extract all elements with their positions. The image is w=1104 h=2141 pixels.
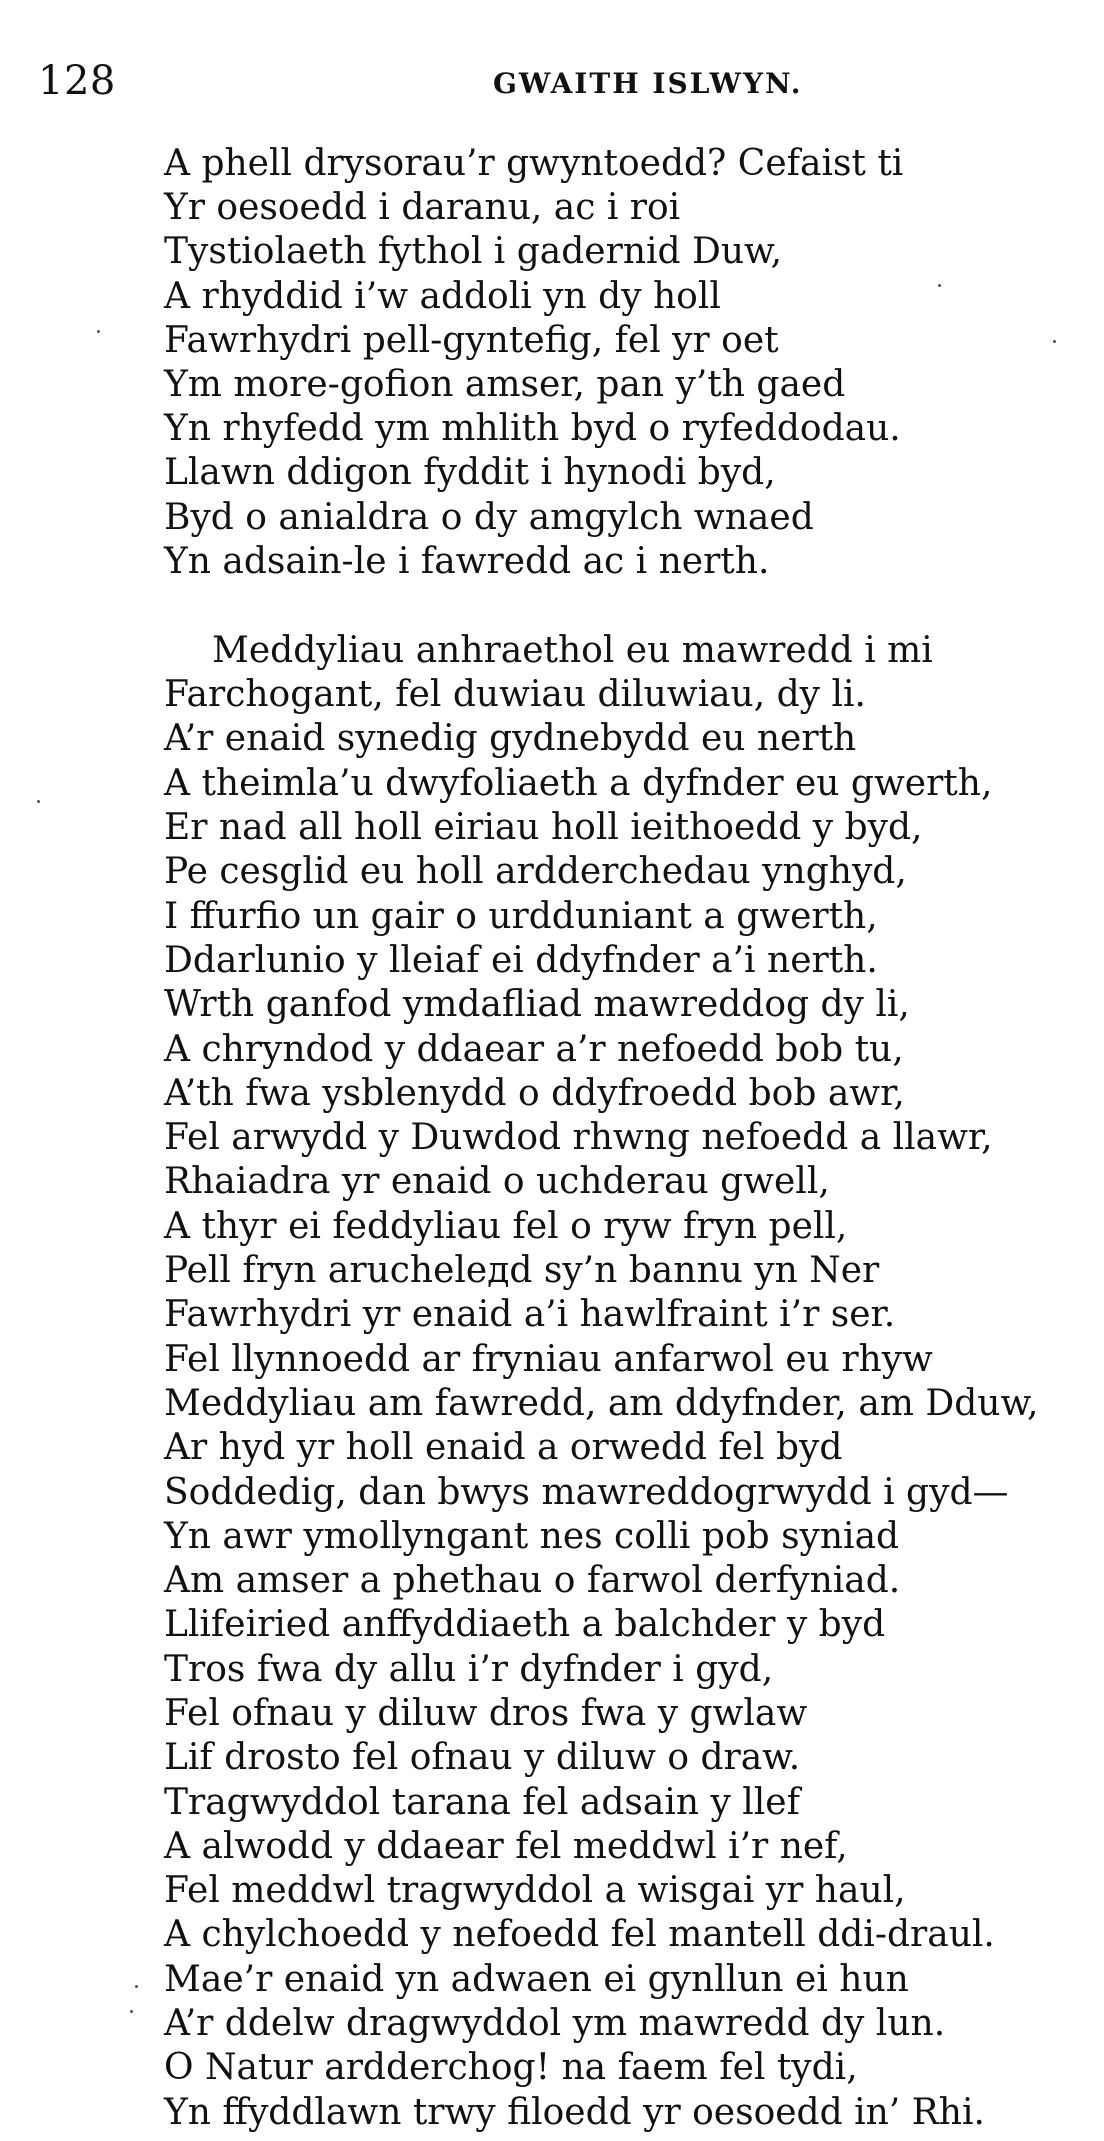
verse-line: A’r ddelw dragwyddol ym mawredd dy lun. xyxy=(164,2003,946,2045)
verse-line: Fel meddwl tragwyddol a wisgai yr haul, xyxy=(164,1870,906,1912)
verse-line: Pell fryn aruchelедd sy’n bannu yn Ner xyxy=(164,1250,880,1292)
verse-line: Tros fwa dy allu i’r dyfnder i gyd, xyxy=(164,1648,774,1690)
verse-line: O Natur ardderchog! na faem fel tydi, xyxy=(164,2047,858,2089)
scan-speck xyxy=(938,284,941,287)
verse-line: Tragwyddol tarana fel adsain y llef xyxy=(164,1781,800,1823)
verse-line: Yn rhyfedd ym mhlith byd o ryfeddodau. xyxy=(164,408,901,450)
verse-line: Yn awr ymollyngant nes colli pob syniad xyxy=(164,1515,900,1557)
running-title: GWAITH ISLWYN. xyxy=(493,67,803,100)
verse-line: Ar hyd yr holl enaid a orwedd fel byd xyxy=(164,1427,843,1469)
verse-line: Wrth ganfod ymdafliad mawreddog dy li, xyxy=(164,984,910,1026)
verse-line: Ddarlunio y lleiaf ei ddyfnder a’i nerth. xyxy=(164,939,878,981)
verse-line: Mae’r enaid yn adwaen ei gynllun ei hun xyxy=(164,1958,909,2000)
verse-line: Soddedig, dan bwys mawreddogrwydd i gyd— xyxy=(164,1471,1009,1513)
verse-line: A rhyddid i’w addoli yn dy holl xyxy=(164,275,721,317)
scan-speck xyxy=(97,330,100,333)
verse-line: Yn adsain-le i fawredd ac i nerth. xyxy=(164,540,770,582)
verse-line: Lif drosto fel ofnau y diluw o draw. xyxy=(164,1737,801,1779)
verse-line: A phell drysorau’r gwyntoedd? Cefaist ti xyxy=(164,143,904,184)
verse-line: Tystiolaeth fythol i gadernid Duw, xyxy=(164,231,783,273)
running-head xyxy=(38,56,1068,116)
verse-line: A’th fwa ysblenydd o ddyfroedd bob awr, xyxy=(164,1072,905,1114)
page-number: 128 xyxy=(38,58,116,104)
stanza xyxy=(164,142,1094,584)
scan-speck xyxy=(1053,340,1056,343)
verse-line: Fawrhydri yr enaid a’i hawlfraint i’r ser. xyxy=(164,1294,896,1336)
verse-line: Yn ffyddlawn trwy filoedd yr oesoedd in’ Rhi. xyxy=(164,2091,985,2133)
scan-speck xyxy=(130,2010,133,2013)
verse-line: Byd o anialdra o dy amgylch wnaed xyxy=(164,496,814,538)
verse-line: A chylchoedd y nefoedd fel mantell ddi-draul. xyxy=(164,1914,995,1956)
verse-line: Meddyliau anhraethol eu mawredd i mi xyxy=(212,629,933,671)
stanza xyxy=(164,629,1094,2135)
verse-line: Farchogant, fel duwiau diluwiau, dy li. xyxy=(164,674,866,716)
verse-line: Pe cesglid eu holl ardderchedau ynghyd, xyxy=(164,851,907,893)
verse-line: A’r enaid synedig gydnebydd eu nerth xyxy=(164,718,857,760)
scan-speck xyxy=(135,1985,138,1988)
verse-line: A chryndod y ddaear a’r nefoedd bob tu, xyxy=(164,1028,904,1070)
verse-line: Fel ofnau y diluw dros fwa y gwlaw xyxy=(164,1693,808,1734)
verse-line: I ffurfio un gair o urdduniant a gwerth, xyxy=(164,895,878,937)
verse-line: Fawrhydri pell-gyntefig, fel yr oet xyxy=(164,319,779,361)
verse-line: Am amser a phethau o farwol derfyniad. xyxy=(164,1560,901,1602)
verse-line: Llifeiried anffyddiaeth a balchder y byd xyxy=(164,1604,886,1646)
verse-line: Ym more-gofion amser, pan y’th gaed xyxy=(164,363,846,405)
verse-line: Meddyliau am fawredd, am ddyfnder, am Dduw, xyxy=(164,1382,1039,1424)
verse-line: Fel llynnoedd ar fryniau anfarwol eu rhyw xyxy=(164,1338,933,1380)
verse-line: Rhaiadra yr enaid o uchderau gwell, xyxy=(164,1161,830,1203)
verse-line: Er nad all holl eiriau holl ieithoedd y byd, xyxy=(164,807,923,849)
verse-line: Yr oesoedd i daranu, ac i roi xyxy=(164,187,681,229)
poem xyxy=(164,142,1094,2135)
verse-line: Fel arwydd y Duwdod rhwng nefoedd a llawr, xyxy=(164,1117,993,1159)
verse-line: A thyr ei feddyliau fel o ryw fryn pell, xyxy=(164,1205,848,1247)
verse-line: A theimla’u dwyfoliaeth a dyfnder eu gwerth, xyxy=(164,762,993,804)
scan-speck xyxy=(37,800,40,803)
verse-line: Llawn ddigon fyddit i hynodi byd, xyxy=(164,452,776,494)
verse-line: A alwodd y ddaear fel meddwl i’r nef, xyxy=(164,1825,848,1867)
